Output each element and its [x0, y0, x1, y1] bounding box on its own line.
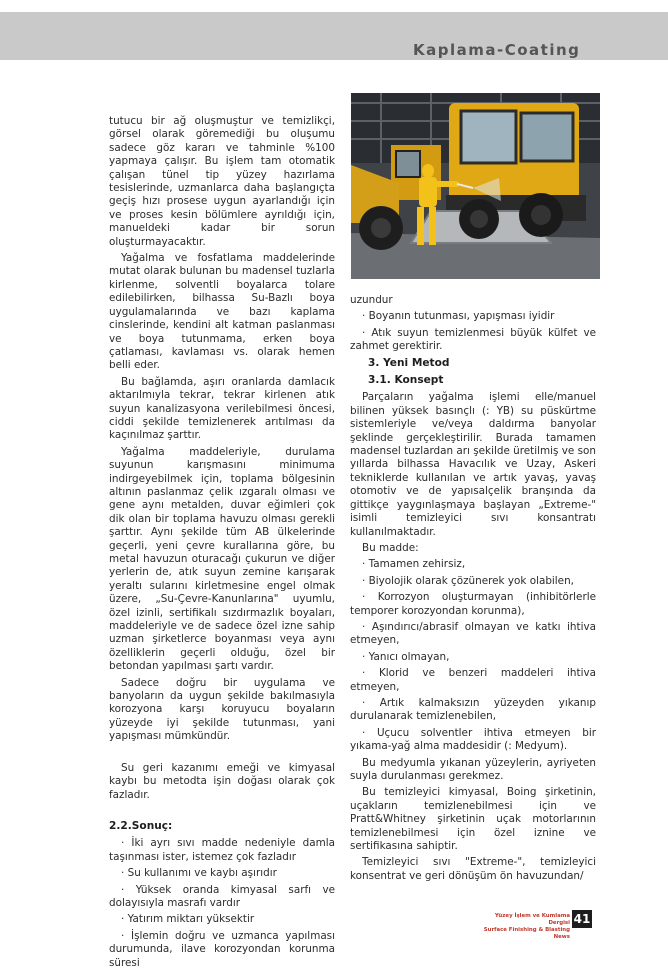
paragraph: Temizleyici sıvı "Extreme-", temizleyici konsentrat ve geri dönüşüm ön havuzundan/: [350, 856, 596, 882]
paragraph: Yağalma ve fosfatlama maddelerinde mutat olarak bulunan bu madensel tuzlarla kirlenme, solventli boyalarca tolare edilebilirken, bilhassa Su-Bazlı boya uygulamalarında ve bazı kaplama cinslerinde, kendini alt katman paslanması ve boya tutunmama, erken boya çatlaması, kavlaması vs. olarak hemen belli eder.: [109, 252, 335, 372]
result-list: [109, 837, 335, 970]
paragraph: Su geri kazanımı emeği ve kimyasal kaybı bu metodta işin doğası olarak çok fazladır.: [109, 761, 335, 801]
paragraph: tutucu bir ağ oluşmuştur ve temizlikçi, görsel olarak göremediği bu oluşumu sadece göz kararı ve tahminle %100 yapmaya çalışır. Bu işlem tam otomatik çalışan tünel tip yüzey hazırlama tesislerinde, uzmanlarca daha başlangıçta geçiş hızı prosese uygun ayarlandığı için ve proses kesin bölümlere ayrıldığı için, manueldeki kadar bir sorun oluşturmayacaktır.: [109, 115, 335, 248]
paragraph: Bu bağlamda, aşırı oranlarda damlacık aktarılmıyla tekrar, tekrar kirlenen atık suyun kanalizasyona verilebilmesi öncesi, ciddi şekilde temizlenerek arıtılması da kaçınılmaz şarttır.: [109, 375, 335, 442]
list-item: · İki ayrı sıvı madde nedeniyle damla taşınması ister, istemez çok fazladır: [109, 837, 335, 863]
list-item: · Korrozyon oluşturmayan (inhibitörlerle temporer korozyondan korunma),: [350, 591, 596, 617]
list-item: · Yanıcı olmayan,: [362, 650, 450, 663]
photo-pressure-washing-excavator: [351, 93, 600, 279]
list-item: · Biyolojik olarak çözünerek yok olabilen,: [362, 574, 574, 587]
right-column: [350, 294, 596, 886]
paragraph: Yağalma maddeleriyle, durulama suyunun karışmasını minimuma indirgeyebilmek için, toplama bölgesinin altının paslanmaz çelik ızgaralı olması ve gene aynı metalden, duvar eğimleri çok dik olan bir toplama havuzu olması gerekli şarttır. Aynı şekilde tüm AB ülkelerinde geçerli, yeni çevre kurallarına göre, bu metal havuzun oturacağı çukurun ve diğer yerlerin de, atık suyun zemine karışarak yeraltı sularını kirletmesine engel olmak üzere, „Su-Çevre-Kanunlarına" uyumlu, özel izinli, sertifikalı sızdırmazlık boyaları, maddeleriyle ve de sadece özel izne sahip uzman şirketlerce boyanması veya aynı özelliklerin geçerli olduğu, özel bir betondan yapılması şartı vardır.: [109, 445, 335, 673]
paragraph: Bu madde:: [362, 541, 419, 554]
left-column: [109, 115, 335, 973]
page-header-title: Kaplama-Coating: [413, 41, 581, 59]
list-item: · Klorid ve benzeri maddeleri ihtiva etmeyen,: [350, 667, 596, 693]
section-heading-result: 2.2.Sonuç:: [109, 819, 173, 832]
page-number: 41: [573, 912, 591, 926]
list-item: · Tamamen zehirsiz,: [362, 558, 466, 571]
list-item: · Yatırım miktarı yüksektir: [121, 913, 255, 926]
paragraph: Parçaların yağalma işlemi elle/manuel bilinen yüksek basınçlı (: YB) su püskürtme sistemleriyle ve/veya daldırma banyolar şeklinde gerçekleştirilir. Burada tamamen madensel tuzlardan arı şekilde üretilmiş ve son yıllarda bilhassa Havacılık ve Uzay, Askeri tekniklerde kullanılan ve artık yavaş, yavaş otomotiv ve de yapısalçelik branşında da gittikçe yaygınlaşmaya başlayan „Extreme-" isimli temizleyici sıvı konsantratı kullanılmaktadır.: [350, 391, 596, 538]
list-item: · Aşındırıcı/abrasif olmayan ve katkı ihtiva etmeyen,: [350, 620, 596, 647]
footer-publication: [476, 913, 570, 941]
footer-line-turkish: Yüzey İşlem ve Kumlama Dergisi: [494, 913, 570, 926]
list-item: · Atık suyun temizlenmesi büyük külfet ve zahmet gerektirir.: [350, 326, 596, 353]
paragraph: Sadece doğru bir uygulama ve banyoların da uygun şekilde bakılmasıyla korozyona karşı koruyucu boyaların yüzeyde iyi şekilde tutunması, yani yapışması mümkündür.: [109, 676, 335, 743]
list-item: · Yüksek oranda kimyasal sarfı ve dolayısıyla masrafı vardır: [109, 883, 335, 909]
section-heading-new-method: 3. Yeni Metod: [368, 356, 450, 369]
result-list-continued: [350, 310, 596, 353]
list-item: · Uçucu solventler ihtiva etmeyen bir yıkama-yağ alma maddesidir (: Medyum).: [350, 726, 596, 753]
list-item: · İşlemin doğru ve uzmanca yapılması durumunda, ilave korozyondan korunma süresi: [109, 929, 335, 969]
paragraph: uzundur: [350, 294, 393, 306]
properties-list: [350, 558, 596, 753]
paragraph: Bu temizleyici kimyasal, Boing şirketinin, uçakların temizlenebilmesi için ve Pratt&Whitney şirketinin uçak motorlarının temizlenebilmesi için özel iznine ve sertifikasına sahiptir.: [350, 786, 596, 853]
subsection-heading-concept: 3.1. Konsept: [368, 374, 444, 387]
paragraph: Bu medyumla yıkanan yüzeylerin, ayriyeten suyla durulanması gerekmez.: [350, 756, 596, 782]
footer-line-english: Surface Finishing & Blasting News: [483, 927, 570, 940]
list-item: · Boyanın tutunması, yapışması iyidir: [362, 310, 555, 323]
list-item: · Artık kalmaksızın yüzeyden yıkanıp durulanarak temizlenebilen,: [350, 696, 596, 723]
list-item: · Su kullanımı ve kaybı aşırıdır: [121, 867, 277, 880]
